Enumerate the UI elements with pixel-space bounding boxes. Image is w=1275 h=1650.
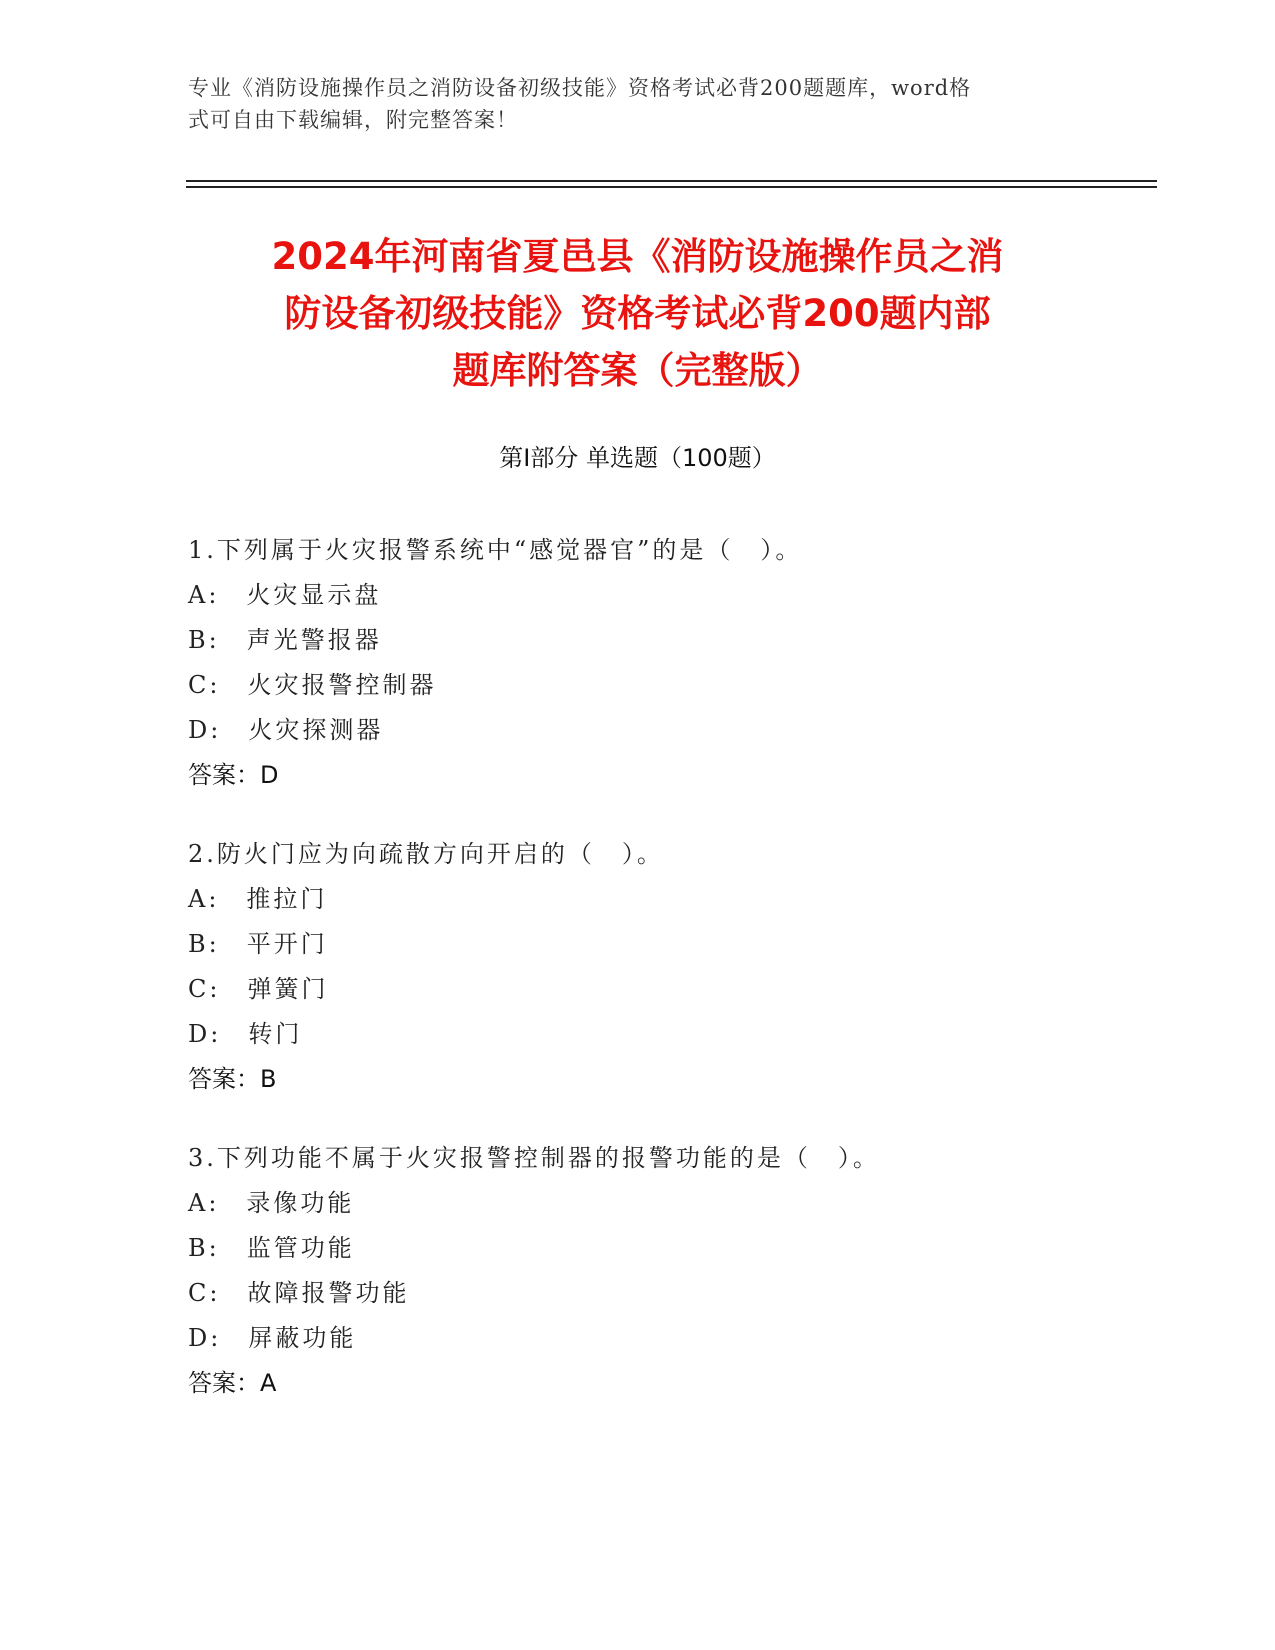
question-stem: 3.下列功能不属于火灾报警控制器的报警功能的是（ ）。 bbox=[188, 1144, 880, 1172]
option-d: D: 屏蔽功能 bbox=[188, 1324, 357, 1352]
option-c: C: 故障报警功能 bbox=[188, 1279, 410, 1307]
answer-label: 答案：B bbox=[188, 1065, 277, 1093]
question-stem: 1.下列属于火灾报警系统中“感觉器官”的是（ ）。 bbox=[188, 536, 803, 564]
document-title-line-2: 防设备初级技能》资格考试必背200题内部 bbox=[284, 292, 991, 335]
option-a: A: 推拉门 bbox=[188, 885, 328, 913]
option-b: B: 平开门 bbox=[188, 930, 328, 958]
question-list bbox=[188, 528, 1108, 1440]
header-note bbox=[188, 72, 1068, 136]
question-stem: 2.防火门应为向疏散方向开启的（ ）。 bbox=[188, 840, 664, 868]
section-heading: 第Ⅰ部分 单选题（100题） bbox=[499, 444, 776, 472]
question-item bbox=[188, 832, 1108, 1102]
header-note-line-1: 专业《消防设施操作员之消防设备初级技能》资格考试必背200题题库，word格 bbox=[188, 76, 972, 100]
question-item bbox=[188, 528, 1108, 798]
option-c: C: 火灾报警控制器 bbox=[188, 671, 437, 699]
answer-label: 答案：A bbox=[188, 1369, 277, 1397]
answer-label: 答案：D bbox=[188, 761, 279, 789]
option-b: B: 声光警报器 bbox=[188, 626, 382, 654]
option-d: D: 火灾探测器 bbox=[188, 716, 384, 744]
option-c: C: 弹簧门 bbox=[188, 975, 329, 1003]
header-divider-top bbox=[186, 180, 1157, 182]
document-title bbox=[150, 228, 1125, 399]
document-title-line-3: 题库附答案（完整版） bbox=[452, 349, 823, 392]
option-b: B: 监管功能 bbox=[188, 1234, 355, 1262]
header-divider-bottom bbox=[186, 186, 1157, 188]
header-note-line-2: 式可自由下载编辑，附完整答案！ bbox=[188, 108, 518, 132]
document-title-line-1: 2024年河南省夏邑县《消防设施操作员之消 bbox=[271, 235, 1004, 278]
option-a: A: 录像功能 bbox=[188, 1189, 355, 1217]
option-d: D: 转门 bbox=[188, 1020, 303, 1048]
option-a: A: 火灾显示盘 bbox=[188, 581, 382, 609]
question-item bbox=[188, 1136, 1108, 1406]
